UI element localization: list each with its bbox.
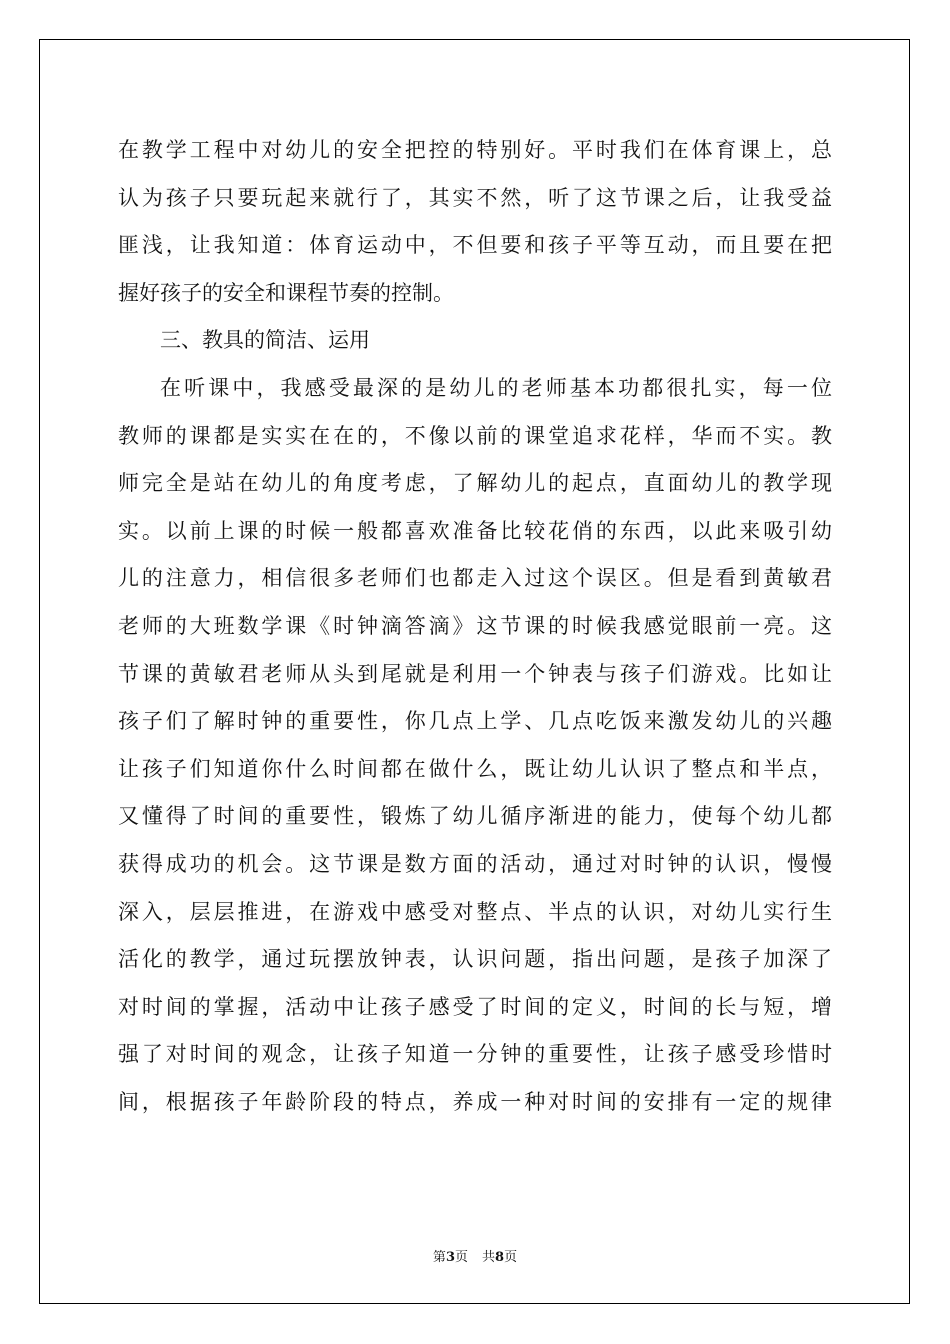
total-label-suffix: 页 — [504, 1250, 518, 1265]
text-line: 教师的课都是实实在在的，不像以前的课堂追求花样，华而不实。教 — [118, 423, 832, 448]
page-footer — [0, 1246, 950, 1265]
text-line: 儿的注意力，相信很多老师们也都走入过这个误区。但是看到黄敏君 — [118, 566, 832, 591]
text-line: 对时间的掌握，活动中让孩子感受了时间的定义，时间的长与短，增 — [118, 994, 832, 1019]
document-body — [118, 127, 832, 1126]
text-line: 孩子们了解时钟的重要性，你几点上学、几点吃饭来激发幼儿的兴趣 — [118, 709, 832, 734]
text-line: 在教学工程中对幼儿的安全把控的特别好。平时我们在体育课上，总 — [118, 138, 832, 162]
text-line: 匪浅，让我知道：体育运动中，不但要和孩子平等互动，而且要在把 — [118, 233, 832, 258]
text-line: 老师的大班数学课《时钟滴答滴》这节课的时候我感觉眼前一亮。这 — [118, 613, 832, 638]
text-line: 让孩子们知道你什么时间都在做什么，既让幼儿认识了整点和半点， — [118, 756, 832, 781]
text-line: 师完全是站在幼儿的角度考虑，了解幼儿的起点，直面幼儿的教学现 — [118, 471, 832, 496]
text-line: 获得成功的机会。这节课是数方面的活动，通过对时钟的认识，慢慢 — [118, 851, 832, 876]
text-line: 又懂得了时间的重要性，锻炼了幼儿循序渐进的能力，使每个幼儿都 — [118, 804, 832, 829]
text-line: 深入，层层推进，在游戏中感受对整点、半点的认识，对幼儿实行生 — [118, 899, 832, 924]
text-line: 认为孩子只要玩起来就行了，其实不然，听了这节课之后，让我受益 — [118, 185, 832, 210]
current-page-number: 3 — [445, 1250, 455, 1265]
total-page-number: 8 — [495, 1250, 505, 1265]
total-label-prefix: 共 — [482, 1250, 496, 1265]
text-line: 节课的黄敏君老师从头到尾就是利用一个钟表与孩子们游戏。比如让 — [118, 661, 832, 686]
text-line: 活化的教学，通过玩摆放钟表，认识问题，指出问题，是孩子加深了 — [118, 947, 832, 972]
text-line: 间，根据孩子年龄阶段的特点，养成一种对时间的安排有一定的规律 — [118, 1089, 832, 1114]
page-label-prefix: 第 — [432, 1250, 446, 1265]
text-line: 强了对时间的观念，让孩子知道一分钟的重要性，让孩子感受珍惜时 — [118, 1042, 832, 1067]
text-line: 三、教具的简洁、运用 — [160, 328, 370, 353]
text-line: 在听课中，我感受最深的是幼儿的老师基本功都很扎实，每一位 — [160, 375, 832, 400]
text-line: 握好孩子的安全和课程节奏的控制。 — [118, 280, 454, 305]
page-label-suffix: 页 — [454, 1250, 468, 1265]
text-line: 实。以前上课的时候一般都喜欢准备比较花俏的东西，以此来吸引幼 — [118, 518, 832, 543]
